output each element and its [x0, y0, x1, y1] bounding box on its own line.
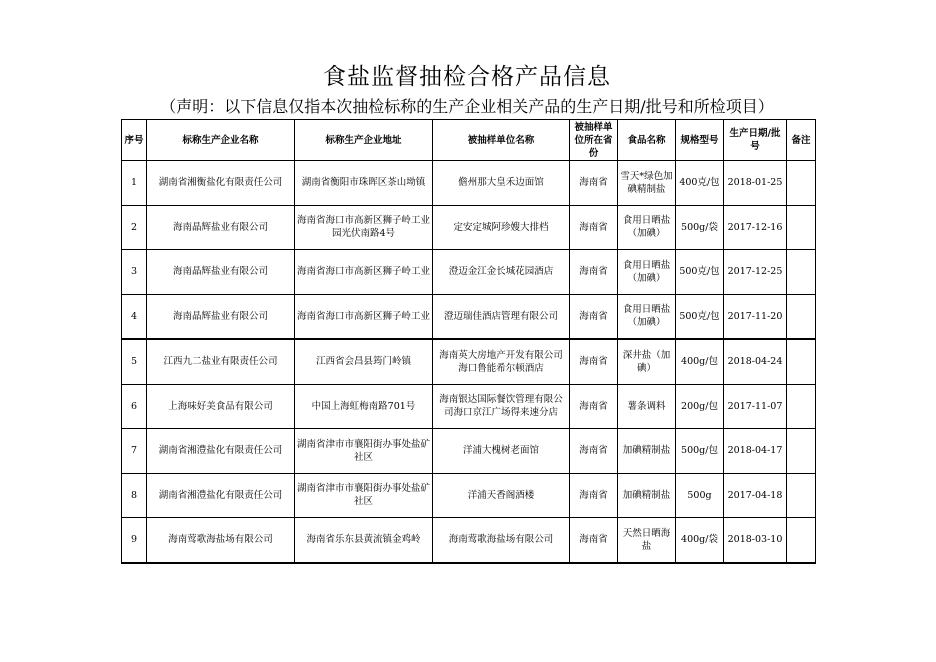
- cell-address: 海南省乐东县黄流镇金鸡岭: [295, 518, 433, 563]
- cell-province: 海南省: [570, 205, 618, 250]
- cell-address: 湖南省衡阳市珠晖区茶山坳镇: [295, 161, 433, 206]
- cell-sampled-unit: 澄迈瑞佳酒店管理有限公司: [433, 294, 570, 339]
- header-producer: 标称生产企业名称: [147, 120, 295, 161]
- cell-food: 食用日晒盐（加碘）: [618, 205, 676, 250]
- cell-spec: 500g/包: [676, 429, 724, 474]
- cell-address: 海南省海口市高新区狮子岭工业: [295, 250, 433, 295]
- table-row: [122, 161, 816, 206]
- table-row: [122, 384, 816, 429]
- cell-province: 海南省: [570, 339, 618, 384]
- cell-no: 4: [122, 294, 147, 339]
- cell-food: 食用日晒盐（加碘）: [618, 250, 676, 295]
- table-row: [122, 250, 816, 295]
- cell-note: [787, 518, 816, 563]
- cell-spec: 200g/包: [676, 384, 724, 429]
- cell-sampled-unit: 儋州那大皇禾边面馆: [433, 161, 570, 206]
- cell-date: 2017-12-25: [724, 250, 787, 295]
- table-row: [122, 339, 816, 384]
- cell-sampled-unit: 澄迈金江金长城花园酒店: [433, 250, 570, 295]
- cell-date: 2018-03-10: [724, 518, 787, 563]
- header-no: 序号: [122, 120, 147, 161]
- cell-note: [787, 250, 816, 295]
- header-province: 被抽样单位所在省份: [570, 120, 618, 161]
- cell-date: 2017-04-18: [724, 473, 787, 518]
- cell-producer: 湖南省湘澧盐化有限责任公司: [147, 429, 295, 474]
- cell-address: 中国上海虹梅南路701号: [295, 384, 433, 429]
- cell-spec: 400克/包: [676, 161, 724, 206]
- cell-province: 海南省: [570, 250, 618, 295]
- cell-province: 海南省: [570, 429, 618, 474]
- table-row: [122, 473, 816, 518]
- header-food: 食品名称: [618, 120, 676, 161]
- cell-date: 2018-01-25: [724, 161, 787, 206]
- cell-no: 9: [122, 518, 147, 563]
- cell-producer: 江西九二盐业有限责任公司: [147, 339, 295, 384]
- cell-note: [787, 384, 816, 429]
- cell-producer: 上海味好美食品有限公司: [147, 384, 295, 429]
- header-date: 生产日期/批号: [724, 120, 787, 161]
- cell-no: 5: [122, 339, 147, 384]
- cell-no: 8: [122, 473, 147, 518]
- cell-address: 海南省海口市高新区狮子岭工业园光伏南路4号: [295, 205, 433, 250]
- page-disclaimer: （声明：以下信息仅指本次抽检标称的生产企业相关产品的生产日期/批号和所检项目）: [160, 97, 774, 116]
- cell-address: 江西省会昌县筠门岭镇: [295, 339, 433, 384]
- cell-sampled-unit: 洋浦大槐树老面馆: [433, 429, 570, 474]
- cell-spec: 400g/包: [676, 339, 724, 384]
- cell-producer: 海南晶辉盐业有限公司: [147, 205, 295, 250]
- table-row: [122, 518, 816, 563]
- cell-spec: 500克/包: [676, 294, 724, 339]
- cell-producer: 海南晶辉盐业有限公司: [147, 250, 295, 295]
- cell-no: 7: [122, 429, 147, 474]
- cell-note: [787, 205, 816, 250]
- cell-sampled-unit: 海南英大房地产开发有限公司海口鲁能希尔顿酒店: [433, 339, 570, 384]
- page-title: 食盐监督抽检合格产品信息: [323, 64, 611, 90]
- cell-province: 海南省: [570, 518, 618, 563]
- cell-note: [787, 294, 816, 339]
- cell-spec: 500g: [676, 473, 724, 518]
- cell-food: 深井盐（加碘）: [618, 339, 676, 384]
- cell-spec: 500克/包: [676, 250, 724, 295]
- cell-spec: 400g/袋: [676, 518, 724, 563]
- header-spec: 规格型号: [676, 120, 724, 161]
- cell-spec: 500g/袋: [676, 205, 724, 250]
- cell-no: 2: [122, 205, 147, 250]
- cell-date: 2018-04-24: [724, 339, 787, 384]
- cell-date: 2017-11-07: [724, 384, 787, 429]
- cell-date: 2018-04-17: [724, 429, 787, 474]
- cell-food: 加碘精制盐: [618, 429, 676, 474]
- cell-food: 天然日晒海盐: [618, 518, 676, 563]
- cell-address: 湖南省津市市襄阳街办事处盐矿社区: [295, 429, 433, 474]
- cell-no: 6: [122, 384, 147, 429]
- cell-sampled-unit: 洋浦天香阁酒楼: [433, 473, 570, 518]
- cell-sampled-unit: 海南银达国际餐饮管理有限公司海口京江广场得来速分店: [433, 384, 570, 429]
- cell-note: [787, 161, 816, 206]
- header-note: 备注: [787, 120, 816, 161]
- products-table: [121, 119, 816, 564]
- cell-province: 海南省: [570, 161, 618, 206]
- cell-food: 食用日晒盐（加碘）: [618, 294, 676, 339]
- table-row: [122, 429, 816, 474]
- cell-food: 薯条调料: [618, 384, 676, 429]
- table-row: [122, 294, 816, 339]
- cell-note: [787, 429, 816, 474]
- cell-note: [787, 473, 816, 518]
- cell-producer: 湖南省湘衡盐化有限责任公司: [147, 161, 295, 206]
- cell-address: 海南省海口市高新区狮子岭工业: [295, 294, 433, 339]
- cell-no: 3: [122, 250, 147, 295]
- cell-food: 雪天*绿色加碘精制盐: [618, 161, 676, 206]
- cell-note: [787, 339, 816, 384]
- table-row: [122, 205, 816, 250]
- header-row: [122, 120, 816, 161]
- cell-address: 湖南省津市市襄阳街办事处盐矿社区: [295, 473, 433, 518]
- cell-producer: 海南晶辉盐业有限公司: [147, 294, 295, 339]
- cell-date: 2017-12-16: [724, 205, 787, 250]
- cell-sampled-unit: 定安定城阿珍嫂大排档: [433, 205, 570, 250]
- cell-date: 2017-11-20: [724, 294, 787, 339]
- cell-producer: 湖南省湘澧盐化有限责任公司: [147, 473, 295, 518]
- cell-food: 加碘精制盐: [618, 473, 676, 518]
- cell-province: 海南省: [570, 384, 618, 429]
- header-sampled-unit: 被抽样单位名称: [433, 120, 570, 161]
- cell-province: 海南省: [570, 473, 618, 518]
- header-address: 标称生产企业地址: [295, 120, 433, 161]
- cell-province: 海南省: [570, 294, 618, 339]
- cell-producer: 海南莺歌海盐场有限公司: [147, 518, 295, 563]
- cell-sampled-unit: 海南莺歌海盐场有限公司: [433, 518, 570, 563]
- cell-no: 1: [122, 161, 147, 206]
